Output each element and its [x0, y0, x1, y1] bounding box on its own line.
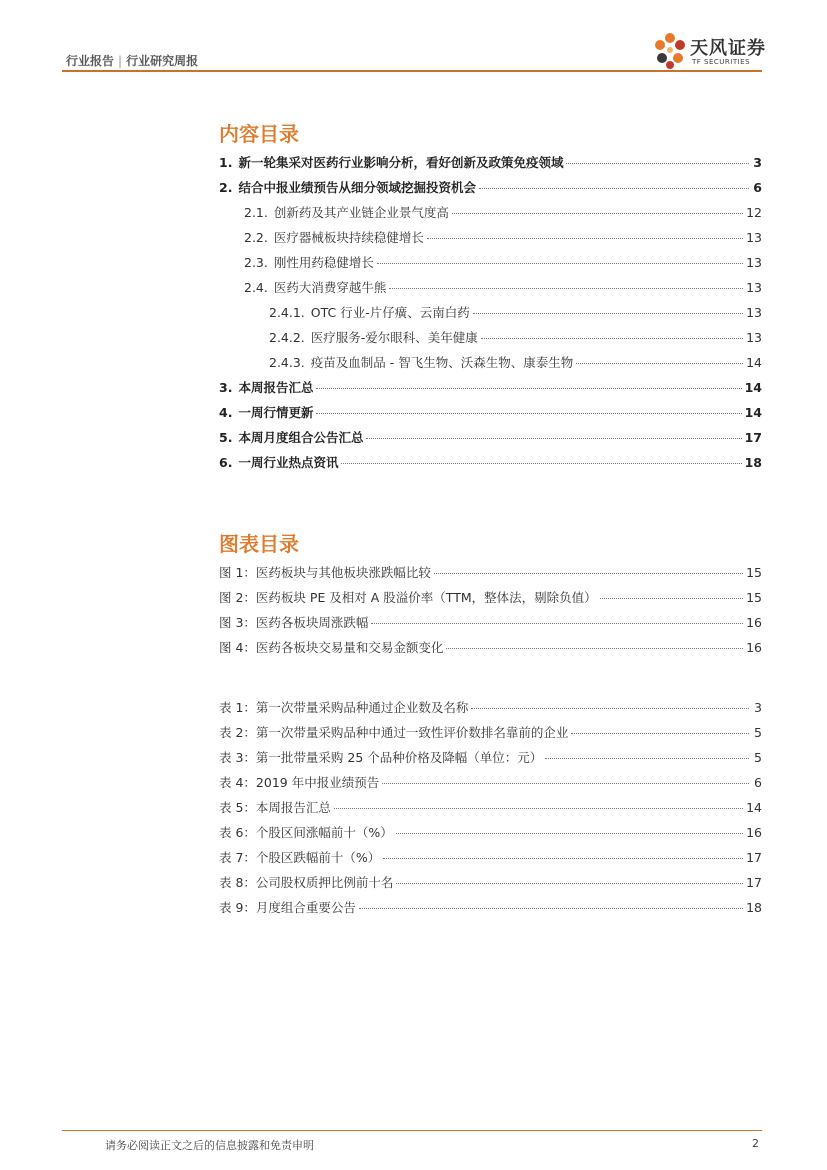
report-subtype: 行业研究周报: [126, 54, 199, 68]
dot-leader: [396, 833, 743, 834]
figure-item-label: 图 1：医药板块与其他板块涨跌幅比较: [219, 565, 431, 580]
dot-leader: [446, 648, 743, 649]
company-logo: [650, 28, 770, 72]
logo-chinese-name: 天风证券: [690, 38, 766, 59]
table-item-page: 18: [746, 900, 762, 915]
toc-item[interactable]: [269, 328, 762, 346]
toc-item-number: 1.: [219, 155, 233, 170]
footer-divider: [62, 1130, 762, 1131]
table-item[interactable]: [219, 773, 762, 791]
dot-leader: [371, 623, 743, 624]
table-item[interactable]: [219, 898, 762, 916]
figure-item-page: 15: [746, 590, 762, 605]
flower-logo-icon: [650, 28, 690, 72]
table-item[interactable]: [219, 723, 762, 741]
figure-item[interactable]: [219, 638, 762, 656]
page-number: 2: [752, 1137, 759, 1150]
table-item-page: 3: [754, 700, 762, 715]
toc-item-number: 4.: [219, 405, 233, 420]
toc-item[interactable]: [244, 278, 762, 296]
toc-item-page: 13: [746, 330, 762, 345]
table-item-page: 5: [754, 750, 762, 765]
table-item[interactable]: [219, 823, 762, 841]
contents-title: 内容目录: [219, 122, 299, 146]
toc-item-label: 医药大消费穿越牛熊: [273, 280, 387, 295]
table-item-label: 表 8：公司股权质押比例前十名: [219, 875, 394, 890]
figures-title: 图表目录: [219, 532, 299, 556]
toc-item[interactable]: [244, 228, 762, 246]
toc-item-label: 结合中报业绩预告从细分领域挖掘投资机会: [238, 180, 476, 195]
toc-item-number: 2.3.: [244, 255, 268, 270]
toc-item[interactable]: [219, 178, 762, 196]
table-item-page: 16: [746, 825, 762, 840]
toc-item-label: 医疗器械板块持续稳健增长: [273, 230, 424, 245]
toc-item-page: 13: [746, 305, 762, 320]
dot-leader: [452, 213, 743, 214]
table-item-label: 表 2：第一次带量采购品种中通过一致性评价数排名靠前的企业: [219, 725, 569, 740]
figure-item[interactable]: [219, 613, 762, 631]
toc-item-page: 14: [744, 380, 762, 395]
table-item-label: 表 9：月度组合重要公告: [219, 900, 356, 915]
table-item-label: 表 7：个股区跌幅前十（%）: [219, 850, 381, 865]
figure-item-label: 图 2：医药板块 PE 及相对 A 股溢价率（TTM，整体法，剔除负值）: [219, 590, 597, 605]
table-item-label: 表 6：个股区间涨幅前十（%）: [219, 825, 393, 840]
toc-item[interactable]: [219, 428, 762, 446]
toc-item-label: 疫苗及血制品 - 智飞生物、沃森生物、康泰生物: [310, 355, 574, 370]
toc-item-label: 创新药及其产业链企业景气度高: [273, 205, 449, 220]
toc-item-page: 6: [753, 180, 762, 195]
dot-leader: [359, 908, 743, 909]
toc-item-number: 2.2.: [244, 230, 268, 245]
toc-item-number: 3.: [219, 380, 233, 395]
dot-leader: [427, 238, 743, 239]
table-item-page: 14: [746, 800, 762, 815]
toc-item-label: 刚性用药稳健增长: [273, 255, 374, 270]
dot-leader: [481, 338, 743, 339]
toc-item-label: 本周报告汇总: [238, 380, 314, 395]
table-item[interactable]: [219, 848, 762, 866]
toc-item-label: OTC 行业-片仔癀、云南白药: [310, 305, 470, 320]
toc-item[interactable]: [244, 253, 762, 271]
table-item[interactable]: [219, 798, 762, 816]
toc-item-page: 13: [746, 255, 762, 270]
toc-item-page: 17: [744, 430, 762, 445]
table-item-label: 表 4：2019 年中报业绩预告: [219, 775, 380, 790]
dot-leader: [377, 263, 743, 264]
dot-leader: [316, 413, 741, 414]
table-item[interactable]: [219, 873, 762, 891]
toc-item-number: 2.4.2.: [269, 330, 305, 345]
dot-leader: [383, 858, 743, 859]
dot-leader: [334, 808, 743, 809]
toc-item-number: 2.4.: [244, 280, 268, 295]
toc-item-number: 6.: [219, 455, 233, 470]
toc-item[interactable]: [244, 203, 762, 221]
toc-item[interactable]: [219, 378, 762, 396]
dot-leader: [382, 783, 749, 784]
logo-english-name: TF SECURITIES: [692, 58, 751, 66]
toc-item-page: 14: [744, 405, 762, 420]
dot-leader: [600, 598, 743, 599]
toc-item-page: 13: [746, 280, 762, 295]
dot-leader: [571, 733, 749, 734]
toc-item-number: 2.4.3.: [269, 355, 305, 370]
figure-item-label: 图 4：医药各板块交易量和交易金额变化: [219, 640, 444, 655]
toc-item-page: 13: [746, 230, 762, 245]
toc-item-number: 2.4.1.: [269, 305, 305, 320]
toc-item-number: 2.1.: [244, 205, 268, 220]
header-separator: |: [118, 54, 123, 68]
toc-item-number: 2.: [219, 180, 233, 195]
table-item-label: 表 5：本周报告汇总: [219, 800, 331, 815]
dot-leader: [434, 573, 743, 574]
dot-leader: [576, 363, 743, 364]
footer-disclaimer: 请务必阅读正文之后的信息披露和免责申明: [105, 1139, 314, 1152]
figure-item[interactable]: [219, 563, 762, 581]
dot-leader: [316, 388, 741, 389]
table-item-page: 6: [754, 775, 762, 790]
figure-item-page: 16: [746, 615, 762, 630]
toc-item[interactable]: [219, 403, 762, 421]
toc-item-page: 18: [744, 455, 762, 470]
table-item[interactable]: [219, 698, 762, 716]
toc-item[interactable]: [219, 153, 762, 171]
dot-leader: [545, 758, 749, 759]
table-item-page: 17: [746, 875, 762, 890]
table-item-label: 表 1：第一次带量采购品种通过企业数及名称: [219, 700, 469, 715]
toc-item-label: 本周月度组合公告汇总: [238, 430, 364, 445]
dot-leader: [566, 163, 749, 164]
figure-item-page: 16: [746, 640, 762, 655]
toc-item-page: 14: [746, 355, 762, 370]
figure-item-page: 15: [746, 565, 762, 580]
header-divider: [62, 70, 762, 72]
toc-item-number: 5.: [219, 430, 233, 445]
toc-item-label: 医疗服务-爱尔眼科、美年健康: [310, 330, 478, 345]
toc-item[interactable]: [269, 303, 762, 321]
toc-item-page: 3: [753, 155, 762, 170]
table-item-page: 5: [754, 725, 762, 740]
dot-leader: [479, 188, 749, 189]
report-type: 行业报告: [66, 54, 115, 68]
dot-leader: [396, 883, 743, 884]
figure-item-label: 图 3：医药各板块周涨跌幅: [219, 615, 369, 630]
toc-item[interactable]: [219, 453, 762, 471]
table-item-page: 17: [746, 850, 762, 865]
report-header: [66, 52, 198, 69]
toc-item-label: 一周行情更新: [238, 405, 314, 420]
dot-leader: [473, 313, 743, 314]
toc-item-label: 新一轮集采对医药行业影响分析，看好创新及政策免疫领域: [238, 155, 564, 170]
table-item[interactable]: [219, 748, 762, 766]
dot-leader: [341, 463, 741, 464]
dot-leader: [389, 288, 743, 289]
table-item-label: 表 3：第一批带量采购 25 个品种价格及降幅（单位：元）: [219, 750, 543, 765]
dot-leader: [471, 708, 749, 709]
toc-item-label: 一周行业热点资讯: [238, 455, 339, 470]
toc-item[interactable]: [269, 353, 762, 371]
dot-leader: [366, 438, 741, 439]
toc-item-page: 12: [746, 205, 762, 220]
figure-item[interactable]: [219, 588, 762, 606]
